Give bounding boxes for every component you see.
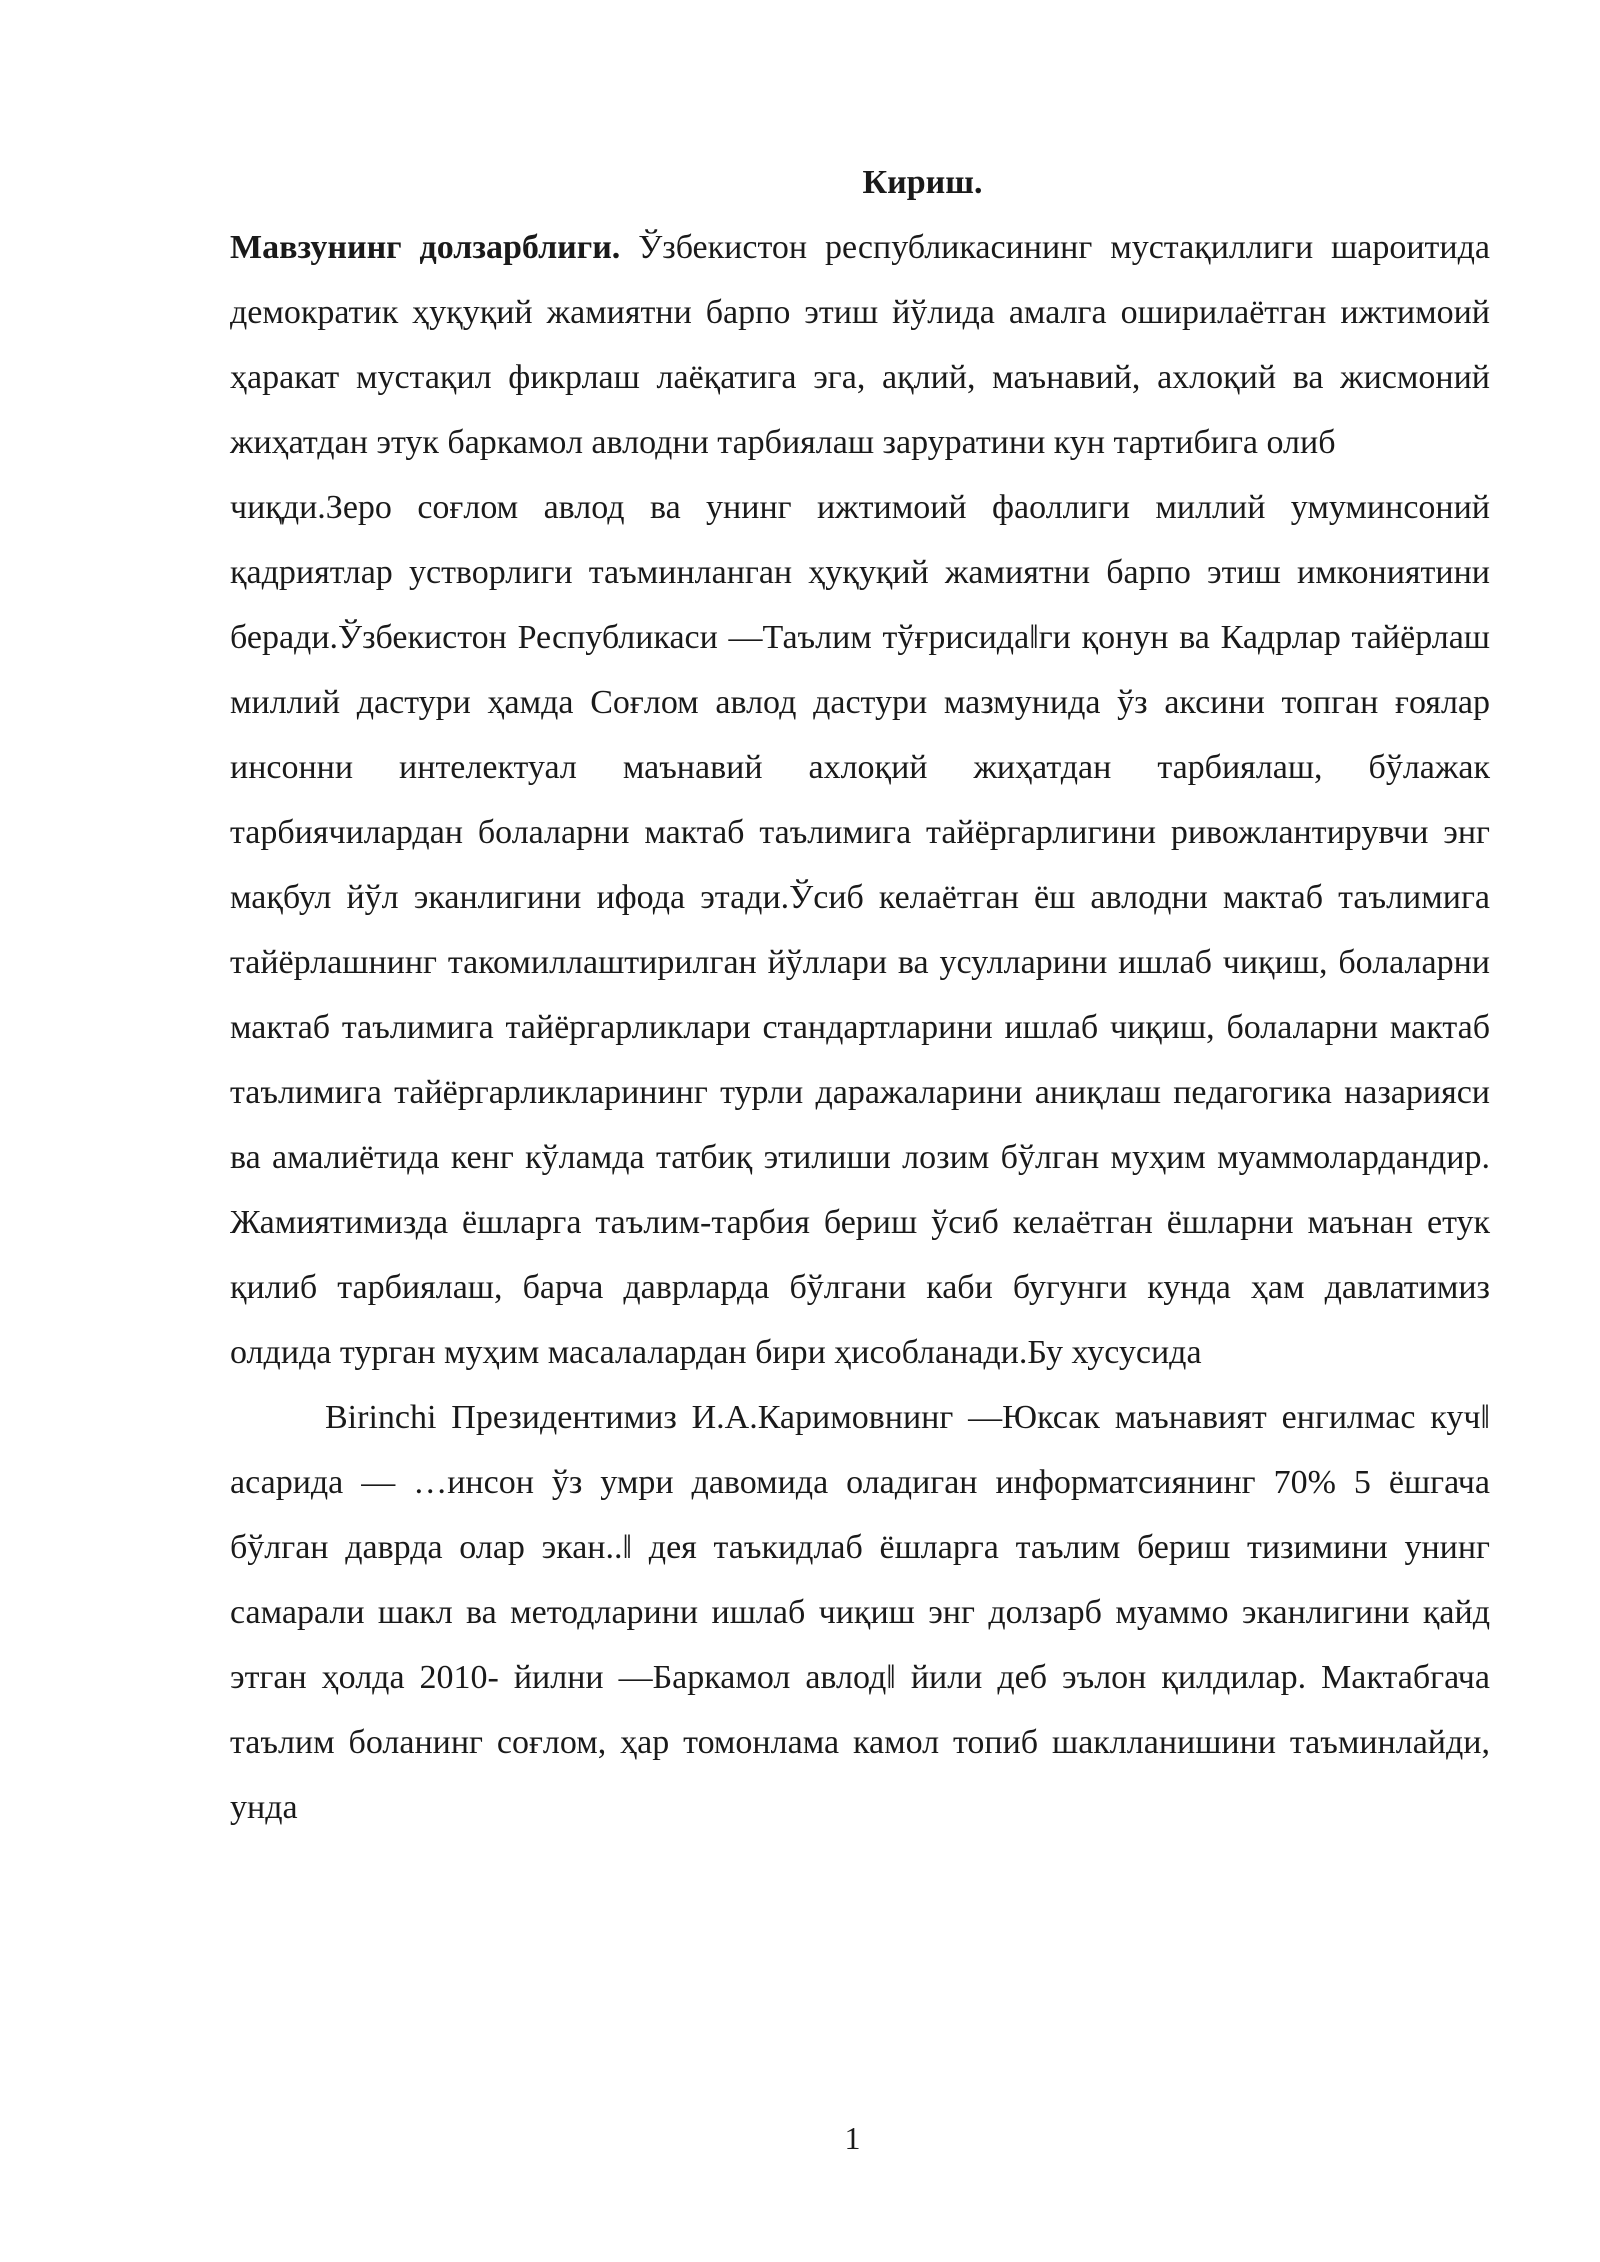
paragraph-relevance-continued: чиқди.Зеро соғлом авлод ва унинг ижтимоий фаоллиги миллий умуминсоний қадриятлар устворлиги таъминланган ҳуқуқий жамиятни барпо этиш имкониятини беради.Ўзбекистон Республикаси ―Таълим тўғрисида‖ги қонун ва Кадрлар тайёрлаш миллий дастури ҳамда Соғлом авлод дастури мазмунида ўз аксини топган ғоялар инсонни интелектуал маънавий ахлоқий жиҳатдан тарбиялаш, бўлажак тарбиячилардан болаларни мактаб таълимига тайёргарлигини ривожлантирувчи энг мақбул йўл эканлигини ифода этади.Ўсиб келаётган ёш авлодни мактаб таълимига тайёрлашнинг такомиллаштирилган йўллари ва усулларини ишлаб чиқиш, болаларни мактаб таълимига тайёргарликлари стандартларини ишлаб чиқиш, болаларни мактаб таълимига тайёргарликларининг турли даражаларини аниқлаш педагогика назарияси ва амалиётида кенг кўламда татбиқ этилиши лозим бўлган муҳим муаммолардандир. Жамиятимизда ёшларга таълим-тарбия бериш ўсиб келаётган ёшларни маънан етук қилиб тарбиялаш, барча даврларда бўлгани каби бугунги кунда ҳам давлатимиз олдида турган муҳим масалалардан бири ҳисобланади.Бу хусусида xyxy=(230,489,1490,1371)
page-number: 1 xyxy=(844,2120,861,2156)
section-title: Кириш. xyxy=(862,164,983,201)
paragraph-relevance xyxy=(230,215,1490,475)
paragraph-text: Ўзбекистон республикасининг мустақиллиги шароитида демократик ҳуқуқий жамиятни барпо этиш йўлида амалга оширилаётган ижтимоий ҳаракат мустақил фикрлаш лаёқатига эга, ақлий, маънавий, ахлоқий ва жисмоний жиҳатдан этук баркамол авлодни тарбиялаш заруратини кун тартибига олиб xyxy=(230,229,1490,461)
paragraph-president-quote: Birinchi Президентимиз И.А.Каримовнинг ―Юксак маънавият енгилмас куч‖ асарида ― …инсон ўз умри давомида оладиган информатсиянинг 70% 5 ёшгача бўлган даврда олар экан..‖ дея таъкидлаб ёшларга таълим бериш тизимини унинг самарали шакл ва методларини ишлаб чиқиш энг долзарб муаммо эканлигини қайд этган ҳолда 2010- йилни ―Баркамол авлод‖ йили деб эълон қилдилар. Мактабгача таълим боланинг соғлом, ҳар томонлама камол топиб шаклланишини таъминлайди, унда xyxy=(230,1399,1490,1826)
paragraph-lead-heading: Мавзунинг долзарблиги. xyxy=(230,229,621,266)
document-body xyxy=(230,150,1490,1840)
